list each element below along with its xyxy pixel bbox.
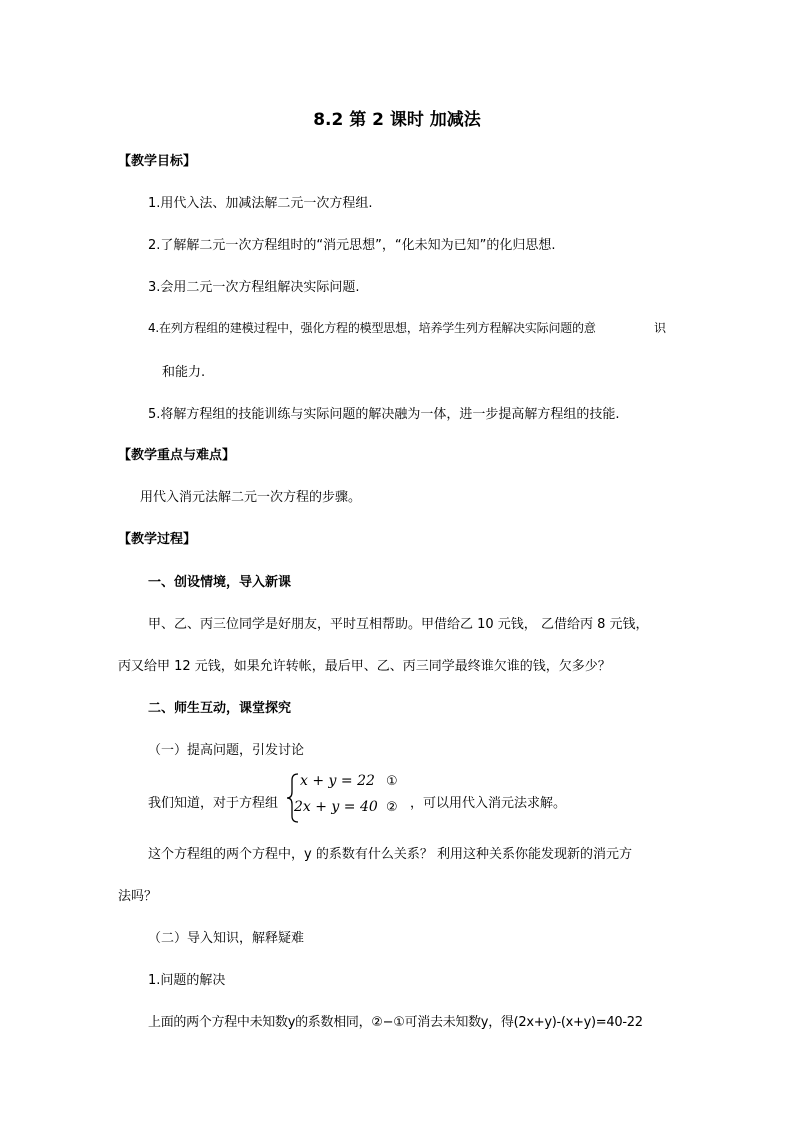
equation-intro: 我们知道，对于方程组: [148, 796, 279, 811]
part2-heading: 二、师生互动，课堂探究: [148, 701, 292, 716]
page-title: 8.2 第 2 课时 加减法: [313, 110, 481, 130]
equation-mark-1: ①: [386, 774, 398, 789]
question-line-2: 法吗？: [118, 889, 158, 904]
goal-item-3: 3.会用二元一次方程组解决实际问题.: [148, 280, 360, 295]
section-heading-goals: 【教学目标】: [118, 154, 197, 169]
section-heading-key: 【教学重点与难点】: [118, 448, 236, 463]
section-heading-process: 【教学过程】: [118, 532, 197, 547]
subheading-2: （二）导入知识，解释疑难: [148, 931, 305, 946]
key-text: 用代入消元法解二元一次方程的步骤。: [140, 490, 362, 505]
brace-icon: [286, 772, 300, 824]
goal-item-4: 4.在列方程组的建模过程中，强化方程的模型思想，培养学生列方程解决实际问题的意: [148, 321, 596, 335]
equation-tail: ，可以用代入消元法求解。: [410, 796, 567, 811]
goal-item-4-tail: 识: [654, 321, 667, 335]
part1-line-2: 丙又给甲 12 元钱，如果允许转帐，最后甲、乙、丙三同学最终谁欠谁的钱，欠多少？: [118, 659, 611, 674]
goal-item-4-cont: 和能力.: [162, 365, 206, 380]
goal-item-1: 1.用代入法、加减法解二元一次方程组.: [148, 196, 373, 211]
equation-2: 2x + y = 40: [294, 799, 378, 815]
part1-line-1: 甲、乙、丙三位同学是好朋友，平时互相帮助。甲借给乙 10 元钱， 乙借给丙 8 元钱，: [148, 617, 649, 632]
last-line: 上面的两个方程中未知数y的系数相同，②−①可消去未知数y，得(2x+y)-(x+y)=40-22: [148, 1015, 643, 1030]
item-1: 1.问题的解决: [148, 973, 226, 988]
goal-item-2: 2.了解解二元一次方程组时的“消元思想”，“化未知为已知”的化归思想.: [148, 238, 556, 253]
part1-heading: 一、创设情境，导入新课: [148, 575, 292, 590]
question-line-1: 这个方程组的两个方程中，y 的系数有什么关系？ 利用这种关系你能发现新的消元方: [148, 847, 632, 862]
subheading-1: （一）提高问题，引发讨论: [148, 743, 305, 758]
goal-item-5: 5.将解方程组的技能训练与实际问题的解决融为一体，进一步提高解方程组的技能.: [148, 407, 620, 422]
equation-mark-2: ②: [386, 800, 398, 815]
equation-1: x + y = 22: [300, 773, 375, 789]
